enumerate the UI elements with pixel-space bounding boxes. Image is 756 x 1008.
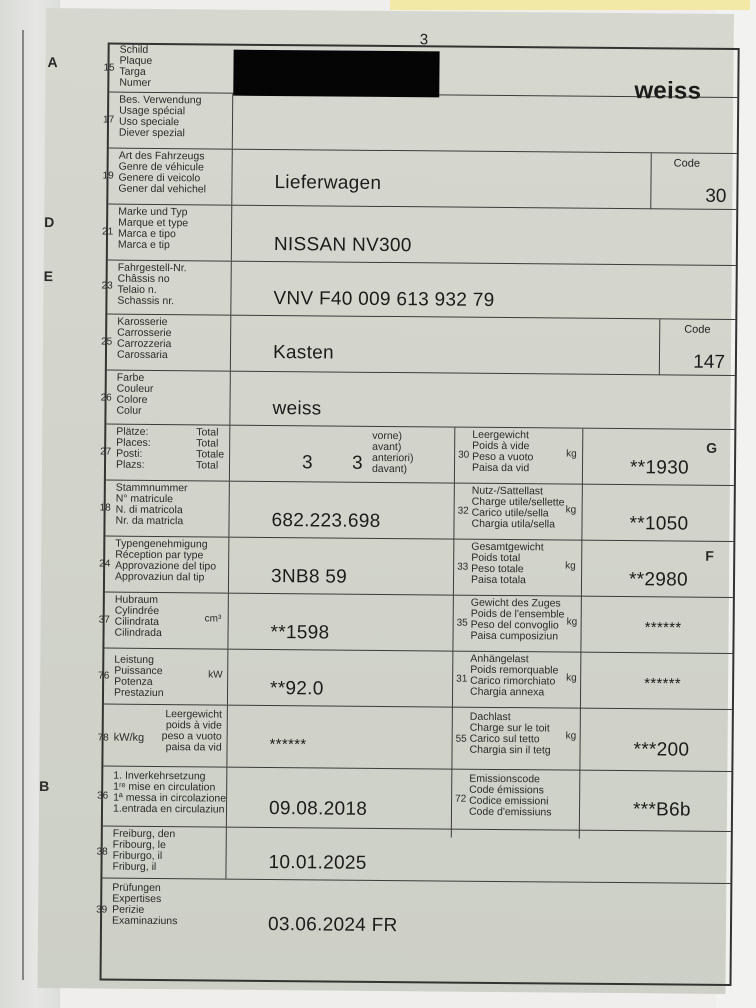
row-18-32 [99, 481, 733, 542]
master-number-value: 682.223.698 [271, 509, 381, 532]
seats-total-label: Total Total Totale Total [195, 426, 225, 472]
data-grid [96, 43, 740, 986]
margin-letter-b: B [39, 777, 50, 795]
unit-kg: kg [566, 616, 578, 628]
body-type-value: Kasten [272, 341, 335, 364]
emission-code-value: ***B6b [632, 799, 691, 821]
field-number: 27 [100, 446, 112, 458]
unit-kg: kg [566, 672, 577, 684]
field-label: Gesamtgewicht Poids total Peso totale Paisa totala [470, 540, 544, 587]
row-24-33 [99, 537, 733, 598]
row-25-body [101, 315, 735, 376]
margin-letter-e: E [43, 267, 54, 285]
unit-kg: kg [566, 448, 577, 460]
field-number: 39 [96, 904, 108, 916]
margin-letter-g: G [706, 439, 718, 456]
margin-letter-d: D [44, 213, 55, 231]
field-label: Leergewicht Poids à vide Peso a vuoto Paisa da vid [471, 428, 534, 475]
empty-weight-value: **1930 [629, 457, 689, 479]
field-number: 38 [96, 846, 108, 858]
field-label: Leistung Puissance Potenza Prestaziun [113, 653, 164, 700]
field-label: Bes. Verwendung Usage spécial Uso speciale Diever spezial [118, 93, 202, 140]
body-code: 147 [693, 351, 726, 373]
yellow-paper-strip [390, 0, 750, 10]
field-number: 31 [456, 673, 468, 685]
field-number: 26 [100, 392, 112, 404]
roof-load-value: ***200 [633, 739, 690, 761]
power-weight-ratio-value: ****** [269, 735, 307, 754]
unit-kg: kg [565, 560, 576, 572]
field-number: 25 [101, 336, 113, 348]
field-label: Freiburg, den Fribourg, le Friburgo, il Friburg, il [112, 827, 176, 873]
displacement-value: **1598 [270, 621, 330, 644]
code-label: Code [673, 157, 701, 170]
unit-kg: kg [565, 730, 577, 742]
field-label: Stammnummer N° matricule N. di matricola Nr. da matricla [115, 481, 188, 528]
inspection-value: 03.06.2024 FR [267, 913, 398, 937]
field-label: Karosserie Carrosserie Carrozzeria Carossaria [116, 315, 172, 362]
field-number: 35 [456, 617, 468, 629]
vehicle-type-code-box [650, 153, 740, 210]
field-label: Schild Plaque Targa Numer [119, 43, 153, 89]
field-label: Anhängelast Poids remorquable Carico rimorchiato Chargia annexa [469, 652, 559, 699]
vehicle-type-value: Lieferwagen [274, 172, 382, 194]
row-76-31 [98, 649, 732, 710]
field-label: Fahrgestell-Nr. Châssis no Telaio n. Schassis nr. [117, 261, 187, 308]
left-page-edge [22, 30, 24, 980]
code-label: Code [684, 323, 711, 336]
field-number: 17 [102, 114, 115, 126]
make-model-value: NISSAN NV300 [273, 233, 412, 257]
field-number: 23 [101, 280, 113, 292]
color-value: weiss [272, 397, 322, 420]
field-label: Leergewicht poids à vide peso a vuoto paisa da vid [161, 708, 223, 754]
plate-color-value: weiss [634, 77, 702, 105]
field-number: 21 [101, 226, 114, 238]
body-code-box [659, 319, 739, 376]
issue-date-value: 10.01.2025 [268, 851, 367, 874]
field-number: 19 [102, 170, 114, 182]
type-approval-value: 3NB8 59 [270, 565, 348, 588]
row-27-30 [100, 425, 734, 486]
field-number: 24 [99, 558, 111, 570]
unit-kg: kg [565, 504, 577, 516]
row-78-55 [97, 705, 732, 772]
field-number: 72 [455, 793, 467, 805]
row-36-72 [97, 767, 731, 832]
vehicle-type-code: 30 [705, 185, 727, 207]
row-39-inspections [96, 879, 730, 988]
row-26-color [100, 371, 734, 430]
field-label: 1. Inverkehrsetzung 1ʳᵉ mise en circulation 1ª messa in circolazione 1.entrada en circulaziun [112, 769, 227, 816]
unit-kw: kW [208, 669, 223, 681]
field-label: Marke und Typ Marque et type Marca e tipo Marca e tip [117, 205, 189, 252]
row-19-vehicle-type [102, 149, 736, 210]
power-value: **92.0 [269, 677, 324, 700]
field-number: 78 [97, 732, 109, 744]
field-number: 15 [103, 62, 115, 74]
field-number: 37 [98, 614, 110, 626]
redacted-plate-number [233, 50, 439, 98]
field-label: Hubraum Cylindrée Cilindrata Cilindrada [114, 593, 162, 640]
field-label: Gewicht des Zuges Poids de l'ensemble Peso del convoglio Paisa cumposiziun [470, 596, 565, 643]
total-weight-value: **2980 [628, 569, 688, 591]
field-number: 33 [457, 561, 469, 573]
field-label: Farbe Couleur Colore Colur [116, 371, 154, 417]
field-label: Prüfungen Expertises Perizie Examinaziuns [111, 881, 178, 928]
field-label: Plätze: Places: Posti: Plazs: [115, 425, 151, 471]
margin-letter-f: F [705, 547, 714, 564]
seats-front-value: 3 [351, 452, 364, 474]
margin-letter-a: A [47, 54, 58, 71]
row-15-plate [103, 43, 737, 105]
field-label: Nutz-/Sattellast Charge utile/sellette Carico utile/sella Chargia utila/sella [471, 484, 565, 531]
first-registration-value: 09.08.2018 [268, 797, 368, 820]
train-weight-value: ****** [644, 619, 682, 637]
page-number: 3 [419, 31, 429, 49]
field-label: Typengenehmigung Réception par type Approvazione del tipo Approvaziun dal tip [114, 537, 217, 584]
field-number: 55 [455, 733, 467, 745]
field-number: 76 [98, 670, 110, 682]
field-number: 18 [99, 502, 111, 514]
field-number: 32 [457, 505, 469, 517]
seats-front-label: vorne) avant) anteriori) davant) [371, 429, 414, 476]
row-17-special-use [102, 93, 737, 154]
row-23-chassis [101, 261, 735, 320]
registration-card [37, 8, 734, 994]
field-number: 30 [458, 449, 470, 461]
towing-weight-value: ****** [644, 675, 682, 693]
power-weight-ratio-label: kW/kg [113, 731, 145, 744]
field-label: Emissionscode Code émissions Codice emissioni Code d'emissiuns [468, 772, 552, 819]
field-label: Dachlast Charge sur le toit Carico sul tetto Chargia sin il tetg [469, 710, 551, 757]
row-21-make-model [101, 205, 736, 266]
row-38-date [96, 827, 730, 884]
field-number: 36 [97, 790, 109, 802]
unit-cm3: cm³ [204, 613, 222, 625]
chassis-number-value: VNV F40 009 613 932 79 [273, 287, 495, 311]
payload-value: **1050 [629, 513, 689, 535]
seats-total-value: 3 [301, 452, 314, 474]
row-37-35 [98, 593, 732, 654]
field-label: Art des Fahrzeugs Genre de véhicule Genere di veicolo Gener dal vehichel [118, 149, 207, 196]
